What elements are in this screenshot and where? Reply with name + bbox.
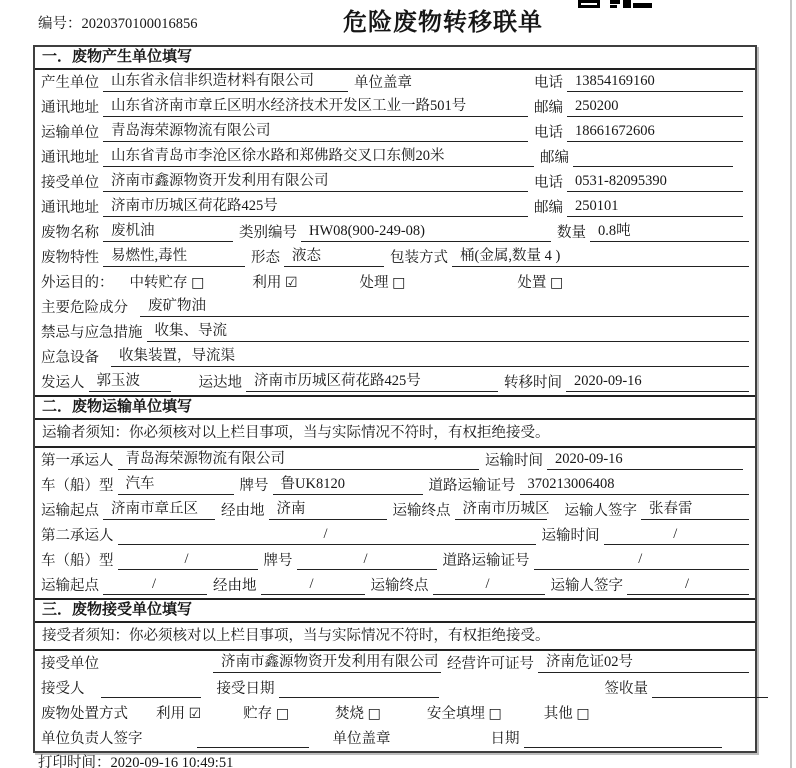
first-carrier-value: 青岛海荣源物流有限公司 [118, 451, 480, 470]
route-end-2-value: / [433, 576, 545, 595]
destination-label: 运达地 [198, 375, 242, 391]
plate-2-value: / [297, 551, 437, 570]
row-second-carrier [35, 523, 755, 548]
row-producer-address [35, 95, 755, 120]
unit-seal-label: 单位盖章 [354, 75, 412, 91]
receiver-phone-label: 电话 [534, 175, 563, 191]
row-transporter-unit [35, 120, 755, 145]
row-receiver-address [35, 195, 755, 220]
waste-category-value: HW08(900-249-08) [301, 223, 551, 242]
purpose-option-label: 利用 [252, 275, 282, 291]
transporter-zip-label: 邮编 [540, 150, 569, 166]
producer-phone-value: 13854169160 [567, 73, 743, 92]
row-first-carrier [35, 448, 755, 473]
page-title: 危险废物转移联单 [343, 10, 543, 36]
transporter-phone-value: 18661672606 [567, 123, 743, 142]
producer-address-label: 通讯地址 [41, 100, 99, 116]
receiver-address-label: 通讯地址 [41, 200, 99, 216]
disposal-option-label: 安全填埋 [426, 706, 485, 722]
route-end-2-label: 运输终点 [370, 578, 429, 594]
transport-time-2-value: / [604, 526, 750, 545]
purpose-option-treat [360, 275, 406, 292]
checkbox-unchecked-icon: □ [576, 706, 590, 722]
transport-time-label: 运输时间 [485, 453, 543, 469]
accept-date-value [279, 681, 439, 698]
vehicle-type-value: 汽车 [118, 476, 234, 495]
disposal-option-utilize [156, 706, 201, 723]
row-accepting-unit [35, 651, 755, 676]
road-license-2-value: / [534, 551, 750, 570]
transporter-unit-value: 青岛海荣源物流有限公司 [103, 123, 528, 142]
packing-value: 桶(金属,数量 4 ) [452, 248, 749, 267]
row-producer-unit [35, 70, 755, 95]
route-via-2-label: 经由地 [213, 578, 257, 594]
section2-title: 二．废物运输单位填写 [35, 397, 755, 420]
row-emergency-equipment [35, 345, 755, 370]
carrier-sign-2-value: / [627, 576, 749, 595]
checkbox-unchecked-icon: □ [392, 275, 406, 291]
waste-property-value: 易燃性,毒性 [103, 248, 245, 267]
disposal-method-label: 废物处置方式 [41, 706, 128, 722]
transporter-address-value: 山东省青岛市李沧区徐水路和郑佛路交叉口东侧20米 [103, 148, 534, 167]
acceptor-value [101, 681, 201, 698]
route-start-2-value: / [103, 576, 207, 595]
section1-title: 一．废物产生单位填写 [35, 47, 755, 70]
waste-qty-value: 0.8吨 [590, 223, 749, 242]
accepting-unit-label: 接受单位 [41, 656, 99, 672]
section3-title: 三．废物接受单位填写 [35, 600, 755, 623]
waste-form-value: 液态 [284, 248, 384, 267]
row-responsible-sign [35, 726, 755, 751]
carrier-sign-value: 张春雷 [641, 501, 749, 520]
carrier-sign-label: 运输人签字 [564, 503, 637, 519]
checkbox-unchecked-icon: □ [550, 275, 564, 291]
disposal-option-label: 焚烧 [335, 706, 365, 722]
dispatcher-value: 郭玉波 [89, 373, 171, 392]
receiver-zip-label: 邮编 [534, 200, 563, 216]
waste-name-label: 废物名称 [41, 225, 99, 241]
route-via-2-value: / [261, 576, 365, 595]
acceptor-label: 接受人 [41, 681, 85, 697]
row-emergency-measures [35, 320, 755, 345]
page-edge-line [790, 0, 792, 768]
section-transporter [35, 395, 755, 598]
route-start-label: 运输起点 [41, 503, 99, 519]
purpose-option-label: 中转贮存 [129, 275, 188, 291]
producer-zip-value: 250200 [567, 98, 743, 117]
vehicle-type-label: 车（船）型 [41, 478, 114, 494]
purpose-label: 外运目的： [41, 275, 114, 291]
accepting-unit-value: 济南市鑫源物资开发利用有限公司 [213, 654, 441, 673]
received-qty-value [652, 681, 768, 698]
disposal-option-label: 贮存 [243, 706, 273, 722]
disposal-option-other [544, 706, 590, 723]
waste-category-label: 类别编号 [239, 225, 297, 241]
transporter-address-label: 通讯地址 [41, 150, 99, 166]
checkbox-unchecked-icon: □ [275, 706, 290, 722]
operating-license-label: 经营许可证号 [447, 656, 534, 672]
row-acceptor [35, 676, 755, 701]
row-waste-property [35, 245, 755, 270]
plate-label: 牌号 [239, 478, 269, 494]
print-time [38, 751, 233, 768]
responsible-sign-label: 单位负责人签字 [41, 731, 143, 747]
section-receiver [35, 598, 755, 751]
print-time-label: 打印时间： [38, 755, 111, 768]
waste-form-label: 形态 [251, 250, 280, 266]
manifest-table [33, 45, 757, 753]
producer-zip-label: 邮编 [534, 100, 563, 116]
producer-unit-label: 产生单位 [41, 75, 99, 91]
second-carrier-value: / [118, 526, 536, 545]
producer-unit-value: 山东省永信非织造材料有限公司 [103, 73, 348, 92]
row-vehicle-2 [35, 548, 755, 573]
purpose-option-label: 处置 [517, 275, 547, 291]
route-via-value: 济南 [269, 501, 387, 520]
producer-phone-label: 电话 [534, 75, 563, 91]
vehicle-type-2-label: 车（船）型 [41, 553, 114, 569]
receiver-phone-value: 0531-82095390 [567, 173, 743, 192]
print-time-value: 2020-09-16 10:49:51 [110, 755, 234, 768]
disposal-option-landfill [427, 706, 502, 723]
row-waste-name [35, 220, 755, 245]
row-hazard-component [35, 295, 755, 320]
producer-address-value: 山东省济南市章丘区明水经济技术开发区工业一路501号 [103, 98, 528, 117]
emergency-equipment-value: 收集装置，导流渠 [111, 348, 749, 367]
transport-time-value: 2020-09-16 [547, 451, 743, 470]
serial-number: 2020370100016856 [81, 16, 198, 32]
receiver-unit-label: 接受单位 [41, 175, 99, 191]
purpose-option-label: 处理 [359, 275, 389, 291]
serial-label: 编号： [38, 16, 82, 32]
row-vehicle-1 [35, 473, 755, 498]
emergency-equipment-label: 应急设备 [41, 350, 99, 366]
receiver-address-value: 济南市历城区荷花路425号 [103, 198, 528, 217]
waste-property-label: 废物特性 [41, 250, 99, 266]
packing-label: 包装方式 [390, 250, 448, 266]
transporter-unit-label: 运输单位 [41, 125, 99, 141]
row-route-1 [35, 498, 755, 523]
hazard-component-value: 废矿物油 [140, 298, 749, 317]
hazard-component-label: 主要危险成分 [41, 300, 128, 316]
purpose-option-dispose [517, 275, 563, 292]
receiver-unit-value: 济南市鑫源物资开发利用有限公司 [103, 173, 528, 192]
disposal-option-label: 其他 [543, 706, 573, 722]
first-carrier-label: 第一承运人 [41, 453, 114, 469]
transport-time-2-label: 运输时间 [541, 528, 600, 544]
waste-name-value: 废机油 [103, 223, 233, 242]
disposal-option-label: 利用 [156, 706, 185, 722]
operating-license-value: 济南危证02号 [538, 654, 749, 673]
purpose-option-storage [130, 275, 205, 292]
route-via-label: 经由地 [221, 503, 265, 519]
plate-value: 鲁UK8120 [273, 476, 423, 495]
disposal-option-incinerate [335, 706, 381, 723]
section-producer [35, 47, 755, 395]
transporter-notice: 运输者须知：你必须核对以上栏目事项，当与实际情况不符时，有权拒绝接受。 [35, 420, 755, 448]
checkbox-checked-icon: ☑ [188, 706, 202, 722]
destination-value: 济南市历城区荷花路425号 [246, 373, 498, 392]
emergency-measures-value: 收集、导流 [147, 323, 750, 342]
road-license-2-label: 道路运输证号 [442, 553, 530, 569]
responsible-sign-value [197, 731, 309, 748]
receiver-zip-value: 250101 [567, 198, 743, 217]
row-transporter-address [35, 145, 755, 170]
row-transfer-purpose [35, 270, 755, 295]
checkbox-checked-icon: ☑ [284, 275, 298, 291]
transporter-zip-value [573, 150, 733, 167]
road-license-value: 370213006408 [520, 476, 750, 495]
transporter-phone-label: 电话 [534, 125, 563, 141]
checkbox-unchecked-icon: □ [488, 706, 502, 722]
unit-seal-2-label: 单位盖章 [332, 731, 391, 747]
qr-code-fragment [578, 0, 654, 9]
row-dispatch [35, 370, 755, 395]
transfer-time-value: 2020-09-16 [566, 373, 749, 392]
vehicle-type-2-value: / [118, 551, 258, 570]
row-receiver-unit [35, 170, 755, 195]
route-end-label: 运输终点 [392, 503, 451, 519]
route-start-value: 济南市章丘区 [103, 501, 215, 520]
second-carrier-label: 第二承运人 [41, 528, 114, 544]
dispatcher-label: 发运人 [41, 375, 85, 391]
sign-date-value [524, 731, 722, 748]
road-license-label: 道路运输证号 [428, 478, 516, 494]
accept-date-label: 接受日期 [216, 681, 275, 697]
row-route-2 [35, 573, 755, 598]
carrier-sign-2-label: 运输人签字 [550, 578, 623, 594]
emergency-measures-label: 禁忌与应急措施 [41, 325, 143, 341]
waste-qty-label: 数量 [557, 225, 586, 241]
route-start-2-label: 运输起点 [41, 578, 99, 594]
sign-date-label: 日期 [490, 731, 520, 747]
receiver-notice: 接受者须知：你必须核对以上栏目事项，当与实际情况不符时，有权拒绝接受。 [35, 623, 755, 651]
route-end-value: 济南市历城区 [455, 501, 547, 520]
plate-2-label: 牌号 [263, 553, 293, 569]
checkbox-unchecked-icon: □ [191, 275, 205, 291]
disposal-option-storage [243, 706, 289, 723]
transfer-time-label: 转移时间 [504, 375, 562, 391]
checkbox-unchecked-icon: □ [367, 706, 381, 722]
row-disposal-method [35, 701, 755, 726]
purpose-option-utilize [252, 275, 297, 292]
received-qty-label: 签收量 [604, 681, 648, 697]
